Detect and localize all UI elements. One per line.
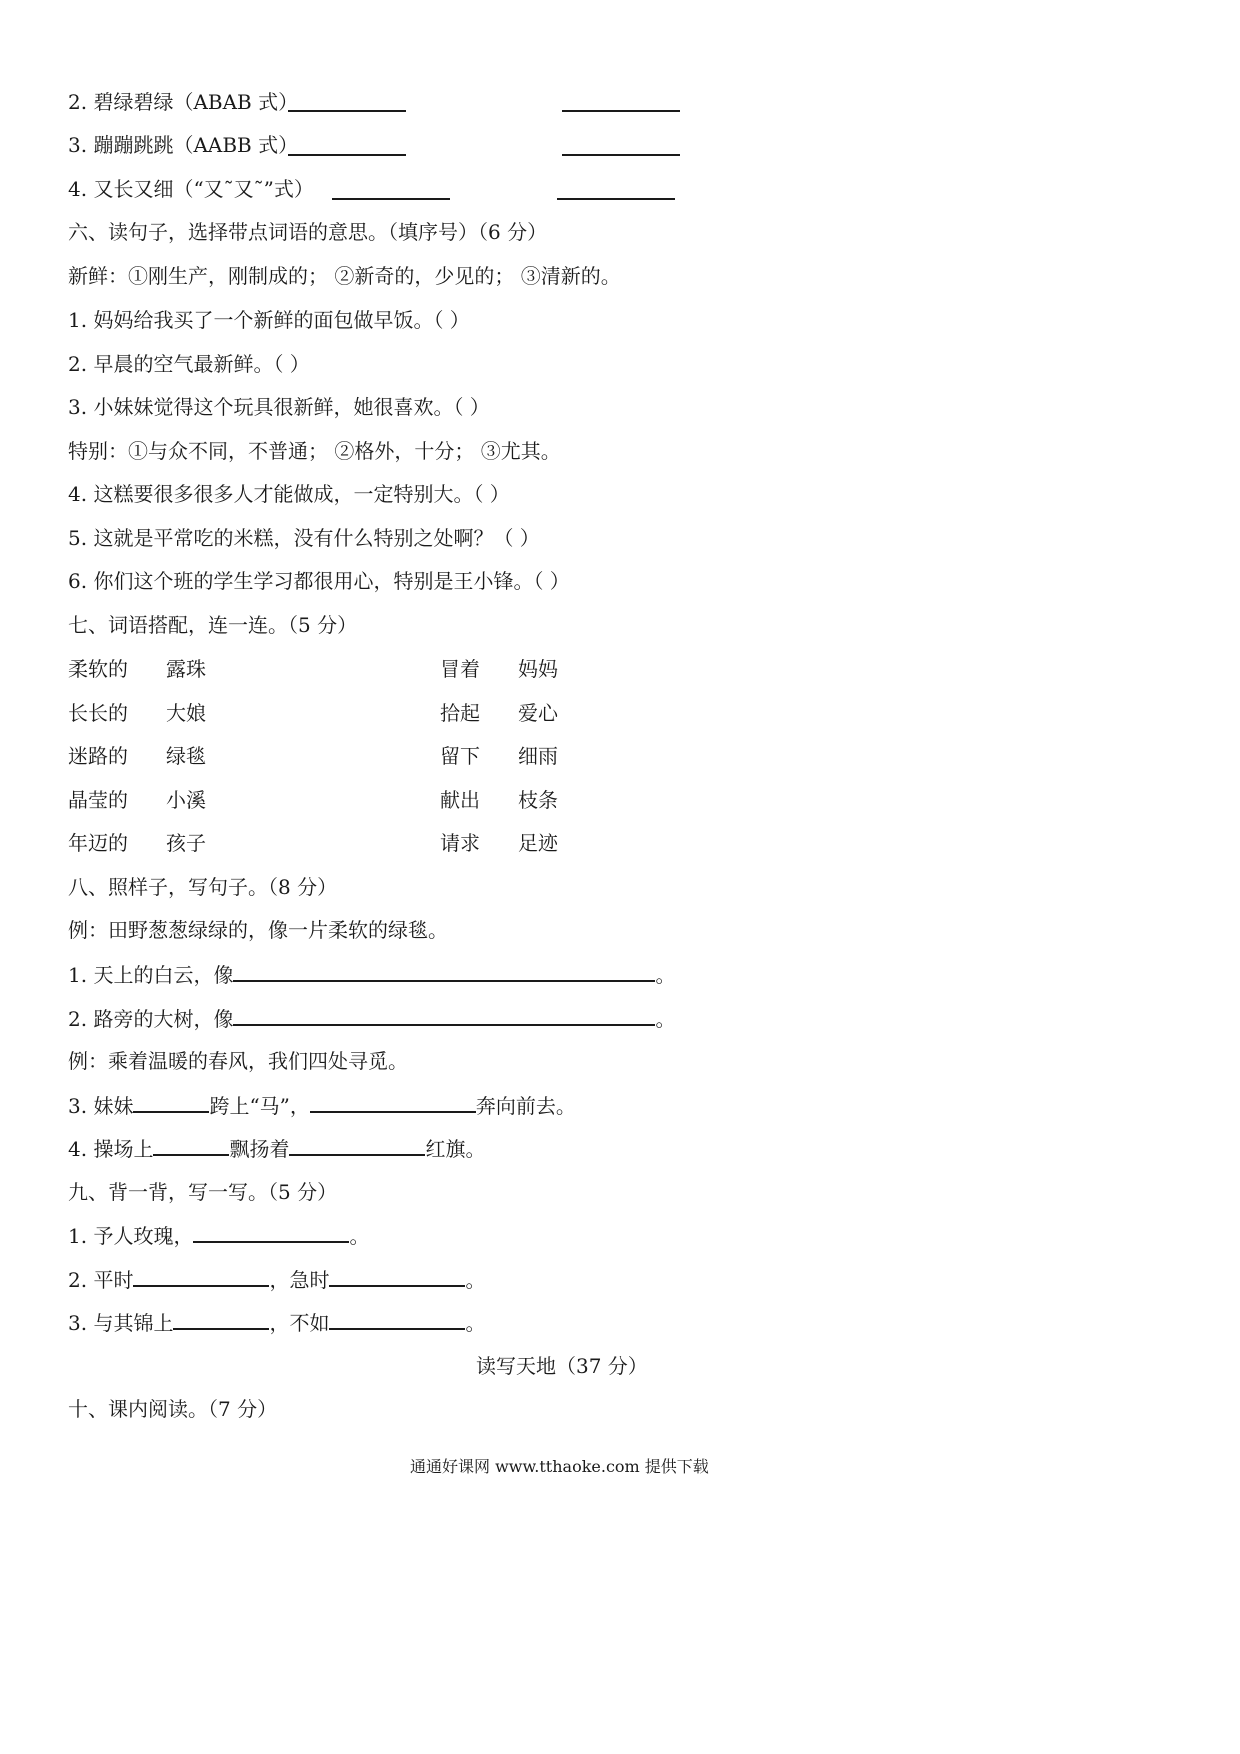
definition-xinxian: 新鲜：①刚生产，刚制成的； ②新奇的，少见的； ③清新的。 [68, 264, 621, 288]
answer-blank[interactable] [153, 1134, 229, 1156]
q1-prefix: 1. 天上的白云，像 [68, 963, 234, 987]
answer-blank[interactable] [329, 1265, 465, 1287]
section9-q3 [68, 1308, 485, 1337]
section5-q2: 2. 碧绿碧绿（ABAB 式） [68, 90, 299, 114]
q3-part-a: 3. 与其锦上 [68, 1311, 174, 1335]
answer-blank[interactable] [193, 1221, 349, 1243]
answer-blank[interactable] [329, 1308, 465, 1330]
section8-q2 [68, 1004, 675, 1033]
part-title: 读写天地（37 分） [476, 1354, 648, 1378]
page-footer: 通通好课网 www.tthaoke.com 提供下载 [410, 1457, 709, 1476]
section6-title: 六、读句子，选择带点词语的意思。（填序号）（6 分） [68, 220, 548, 244]
section9-q2 [68, 1265, 485, 1294]
match-right-noun[interactable]: 足迹 [518, 831, 558, 855]
answer-blank[interactable] [233, 1004, 655, 1026]
match-left-noun[interactable]: 绿毯 [166, 744, 206, 768]
section8-q4 [68, 1134, 485, 1163]
match-left-word[interactable]: 柔软的 [68, 657, 128, 681]
q3-part-a: 3. 妹妹 [68, 1094, 134, 1118]
answer-blank[interactable] [557, 198, 675, 200]
section6-q2: 2. 早晨的空气最新鲜。（ ） [68, 352, 310, 376]
answer-blank[interactable] [562, 154, 680, 156]
q1-part-a: 1. 予人玫瑰， [68, 1224, 194, 1248]
answer-blank[interactable] [173, 1308, 269, 1330]
match-right-verb[interactable]: 拾起 [440, 701, 480, 725]
match-left-noun[interactable]: 小溪 [166, 788, 206, 812]
answer-blank[interactable] [133, 1091, 209, 1113]
section8-example2: 例：乘着温暖的春风，我们四处寻觅。 [68, 1049, 408, 1073]
match-left-noun[interactable]: 大娘 [166, 701, 206, 725]
q3-part-b: 跨上“马”， [209, 1094, 310, 1118]
q3-part-c: 。 [465, 1311, 486, 1335]
q4-part-c: 红旗。 [425, 1137, 486, 1161]
section5-q4: 4. 又长又细（“又˜又˜”式） [68, 177, 314, 201]
section6-q1: 1. 妈妈给我买了一个新鲜的面包做早饭。（ ） [68, 308, 470, 332]
match-left-noun[interactable]: 露珠 [166, 657, 206, 681]
section8-q3 [68, 1091, 576, 1120]
section9-title: 九、背一背，写一写。（5 分） [68, 1180, 338, 1204]
answer-blank[interactable] [289, 1134, 425, 1156]
match-left-word[interactable]: 晶莹的 [68, 788, 128, 812]
end-mark: 。 [655, 963, 676, 987]
section6-q4: 4. 这糕要很多很多人才能做成，一定特别大。（ ） [68, 482, 510, 506]
match-left-word[interactable]: 年迈的 [68, 831, 128, 855]
section8-q1 [68, 960, 675, 989]
answer-blank[interactable] [133, 1265, 269, 1287]
q3-part-b: ，不如 [269, 1311, 330, 1335]
match-right-noun[interactable]: 枝条 [518, 788, 558, 812]
answer-blank[interactable] [332, 198, 450, 200]
q2-part-b: ，急时 [269, 1268, 330, 1292]
answer-blank[interactable] [562, 110, 680, 112]
match-right-verb[interactable]: 冒着 [440, 657, 480, 681]
answer-blank[interactable] [233, 960, 655, 982]
q2-part-a: 2. 平时 [68, 1268, 134, 1292]
definition-tebie: 特别：①与众不同，不普通； ②格外，十分； ③尤其。 [68, 439, 561, 463]
match-left-noun[interactable]: 孩子 [166, 831, 206, 855]
section6-q5: 5. 这就是平常吃的米糕，没有什么特别之处啊？（ ） [68, 526, 540, 550]
answer-blank[interactable] [288, 110, 406, 112]
section5-q3: 3. 蹦蹦跳跳（AABB 式） [68, 133, 299, 157]
q2-part-c: 。 [465, 1268, 486, 1292]
q4-part-a: 4. 操场上 [68, 1137, 154, 1161]
answer-blank[interactable] [310, 1091, 476, 1113]
match-right-noun[interactable]: 爱心 [518, 701, 558, 725]
end-mark: 。 [655, 1007, 676, 1031]
match-left-word[interactable]: 迷路的 [68, 744, 128, 768]
section6-q3: 3. 小妹妹觉得这个玩具很新鲜，她很喜欢。（ ） [68, 395, 490, 419]
match-left-word[interactable]: 长长的 [68, 701, 128, 725]
section10-title: 十、课内阅读。（7 分） [68, 1397, 278, 1421]
section7-title: 七、词语搭配，连一连。（5 分） [68, 613, 358, 637]
section9-q1 [68, 1221, 369, 1250]
match-right-noun[interactable]: 妈妈 [518, 657, 558, 681]
q3-part-c: 奔向前去。 [475, 1094, 576, 1118]
section8-example1: 例：田野葱葱绿绿的，像一片柔软的绿毯。 [68, 918, 448, 942]
q4-part-b: 飘扬着 [229, 1137, 290, 1161]
section6-q6: 6. 你们这个班的学生学习都很用心，特别是王小锋。（ ） [68, 569, 570, 593]
q2-prefix: 2. 路旁的大树，像 [68, 1007, 234, 1031]
q1-part-b: 。 [349, 1224, 370, 1248]
match-right-verb[interactable]: 请求 [440, 831, 480, 855]
match-right-verb[interactable]: 献出 [440, 788, 480, 812]
match-right-noun[interactable]: 细雨 [518, 744, 558, 768]
answer-blank[interactable] [288, 154, 406, 156]
section8-title: 八、照样子，写句子。（8 分） [68, 875, 338, 899]
match-right-verb[interactable]: 留下 [440, 744, 480, 768]
